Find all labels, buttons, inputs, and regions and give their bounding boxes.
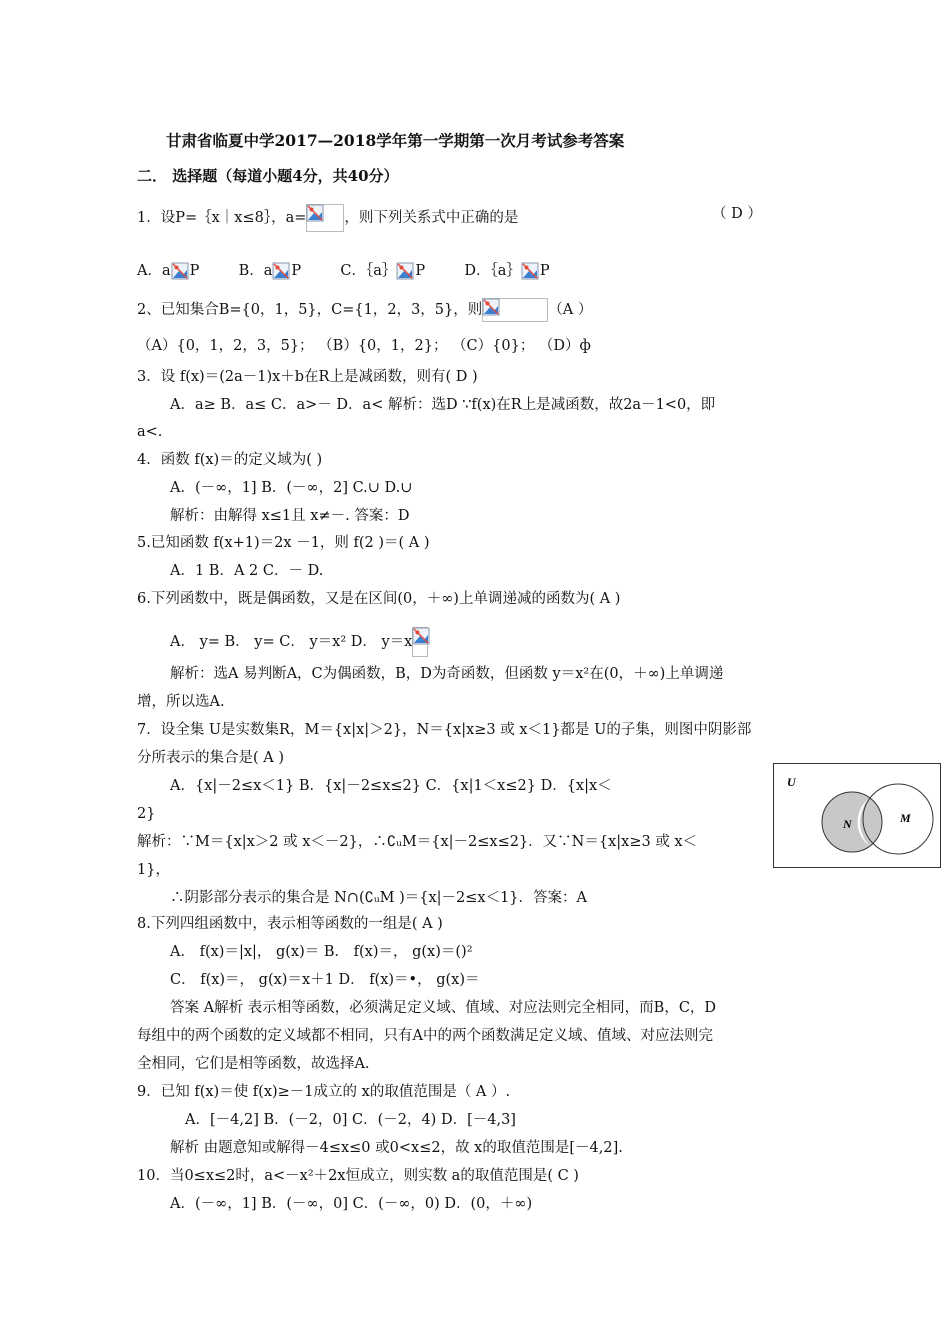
q7-analysis: 解析：∵M＝{x|x＞2 或 x＜－2}，∴∁ᵤM＝{x|－2≤x≤2}．又∵N＝{x|x≥3 或 x＜ — [137, 834, 698, 850]
q1-options: A．a P B．a P C．｛a｝ P D．｛a｝ P — [137, 263, 550, 279]
broken-image-icon — [306, 204, 344, 232]
q7-analysis-result: ∴阴影部分表示的集合是 N∩(∁ᵤM )＝{x|－2≤x＜1}．答案：A — [170, 890, 587, 906]
q6-analysis-cont: 增，所以选A. — [137, 694, 225, 710]
q7-options: A．{x|－2≤x＜1} B．{x|－2≤x≤2} C．{x|1＜x≤2} D．{x|x＜ — [170, 778, 612, 794]
q7-options-cont: 2} — [137, 806, 156, 822]
page-title: 甘肃省临夏中学2017—2018学年第一学期第一次月考试参考答案 — [166, 131, 625, 150]
q8-analysis-cont: 每组中的两个函数的定义域都不相同，只有A中的两个函数满足定义域、值域、对应法则完 — [137, 1028, 713, 1044]
broken-image-icon — [171, 262, 190, 280]
broken-image-icon — [521, 262, 540, 280]
q1-answer: （ D ） — [712, 206, 762, 222]
q1-stem: 1．设P=｛x｜x≤8｝，a= ，则下列关系式中正确的是 — [137, 204, 518, 232]
q6-stem: 6.下列函数中，既是偶函数，又是在区间(0，＋∞)上单调递减的函数为( A ) — [137, 591, 621, 607]
q4-analysis: 解析：由解得 x≤1且 x≠－. 答案：D — [170, 508, 410, 524]
broken-image-icon — [272, 262, 291, 280]
venn-label-n: N — [843, 817, 852, 831]
venn-label-m: M — [900, 811, 911, 825]
q7-analysis-cont: 1}， — [137, 862, 170, 878]
broken-image-icon — [482, 298, 548, 322]
section-heading: 二． 选择题（每道小题4分，共40分） — [137, 167, 399, 185]
q3-options: A．a≥ B．a≤ C．a>－ D．a< 解析：选D ∵f(x)在R上是减函数，故2a－1<0，即 — [170, 397, 716, 413]
q3-options-cont: a<. — [137, 424, 163, 440]
q8-analysis-end: 全相同，它们是相等函数，故选择A. — [137, 1056, 370, 1072]
q9-stem: 9．已知 f(x)＝使 f(x)≥－1成立的 x的取值范围是（ A ）. — [137, 1084, 511, 1100]
q5-options: A．1 B．A 2 C．－ D. — [170, 563, 324, 579]
q10-options: A．(－∞，1] B．(－∞，0] C．(－∞，0) D．(0，＋∞) — [170, 1196, 533, 1212]
q8-stem: 8.下列四组函数中，表示相等函数的一组是( A ) — [137, 916, 443, 932]
q10-stem: 10．当0≤x≤2时，a<－x²＋2x恒成立，则实数 a的取值范围是( C ) — [137, 1168, 579, 1184]
broken-image-icon — [412, 627, 430, 657]
q6-analysis: 解析：选A 易判断A，C为偶函数，B，D为奇函数，但函数 y＝x²在(0，＋∞)上单调递 — [170, 666, 724, 682]
broken-image-icon — [396, 262, 415, 280]
q9-options: A．[－4,2] B．(－2，0] C．(－2，4) D．[－4,3] — [185, 1112, 516, 1128]
q4-options: A．(－∞，1] B．(－∞，2] C.∪ D.∪ — [170, 480, 413, 496]
q3-stem: 3．设 f(x)＝(2a－1)x＋b在R上是减函数，则有( D ) — [137, 369, 478, 385]
q5-stem: 5.已知函数 f(x+1)＝2x －1，则 f(2 )＝( A ) — [137, 535, 430, 551]
q6-options: A． y= B． y= C． y＝x² D． y＝x — [170, 627, 430, 657]
q7-stem: 7．设全集 U是实数集R，M＝{x|x|＞2}，N＝{x|x≥3 或 x＜1}都是 U的子集，则图中阴影部 — [137, 722, 752, 738]
q9-analysis: 解析 由题意知或解得－4≤x≤0 或0<x≤2，故 x的取值范围是[－4,2]. — [170, 1140, 623, 1156]
q2-stem: 2、已知集合B={0，1，5}，C={1，2，3，5}，则 （A ） — [137, 298, 592, 322]
q4-stem: 4．函数 f(x)＝的定义域为( ) — [137, 452, 323, 468]
q7-stem-cont: 分所表示的集合是( A ) — [137, 750, 285, 766]
q8-options-cd: C． f(x)＝， g(x)＝x＋1 D． f(x)＝•， g(x)＝ — [170, 972, 480, 988]
q8-options-ab: A． f(x)＝|x|， g(x)＝ B． f(x)＝， g(x)＝()² — [170, 944, 473, 960]
q8-analysis: 答案 A解析 表示相等函数，必须满足定义域、值域、对应法则完全相同，而B，C，D — [170, 1000, 717, 1016]
q2-options: （A）{0，1，2，3，5}； （B）{0，1，2}； （C）{0}； （D）ф — [137, 338, 591, 354]
venn-label-u: U — [787, 775, 796, 789]
venn-diagram — [773, 763, 941, 868]
